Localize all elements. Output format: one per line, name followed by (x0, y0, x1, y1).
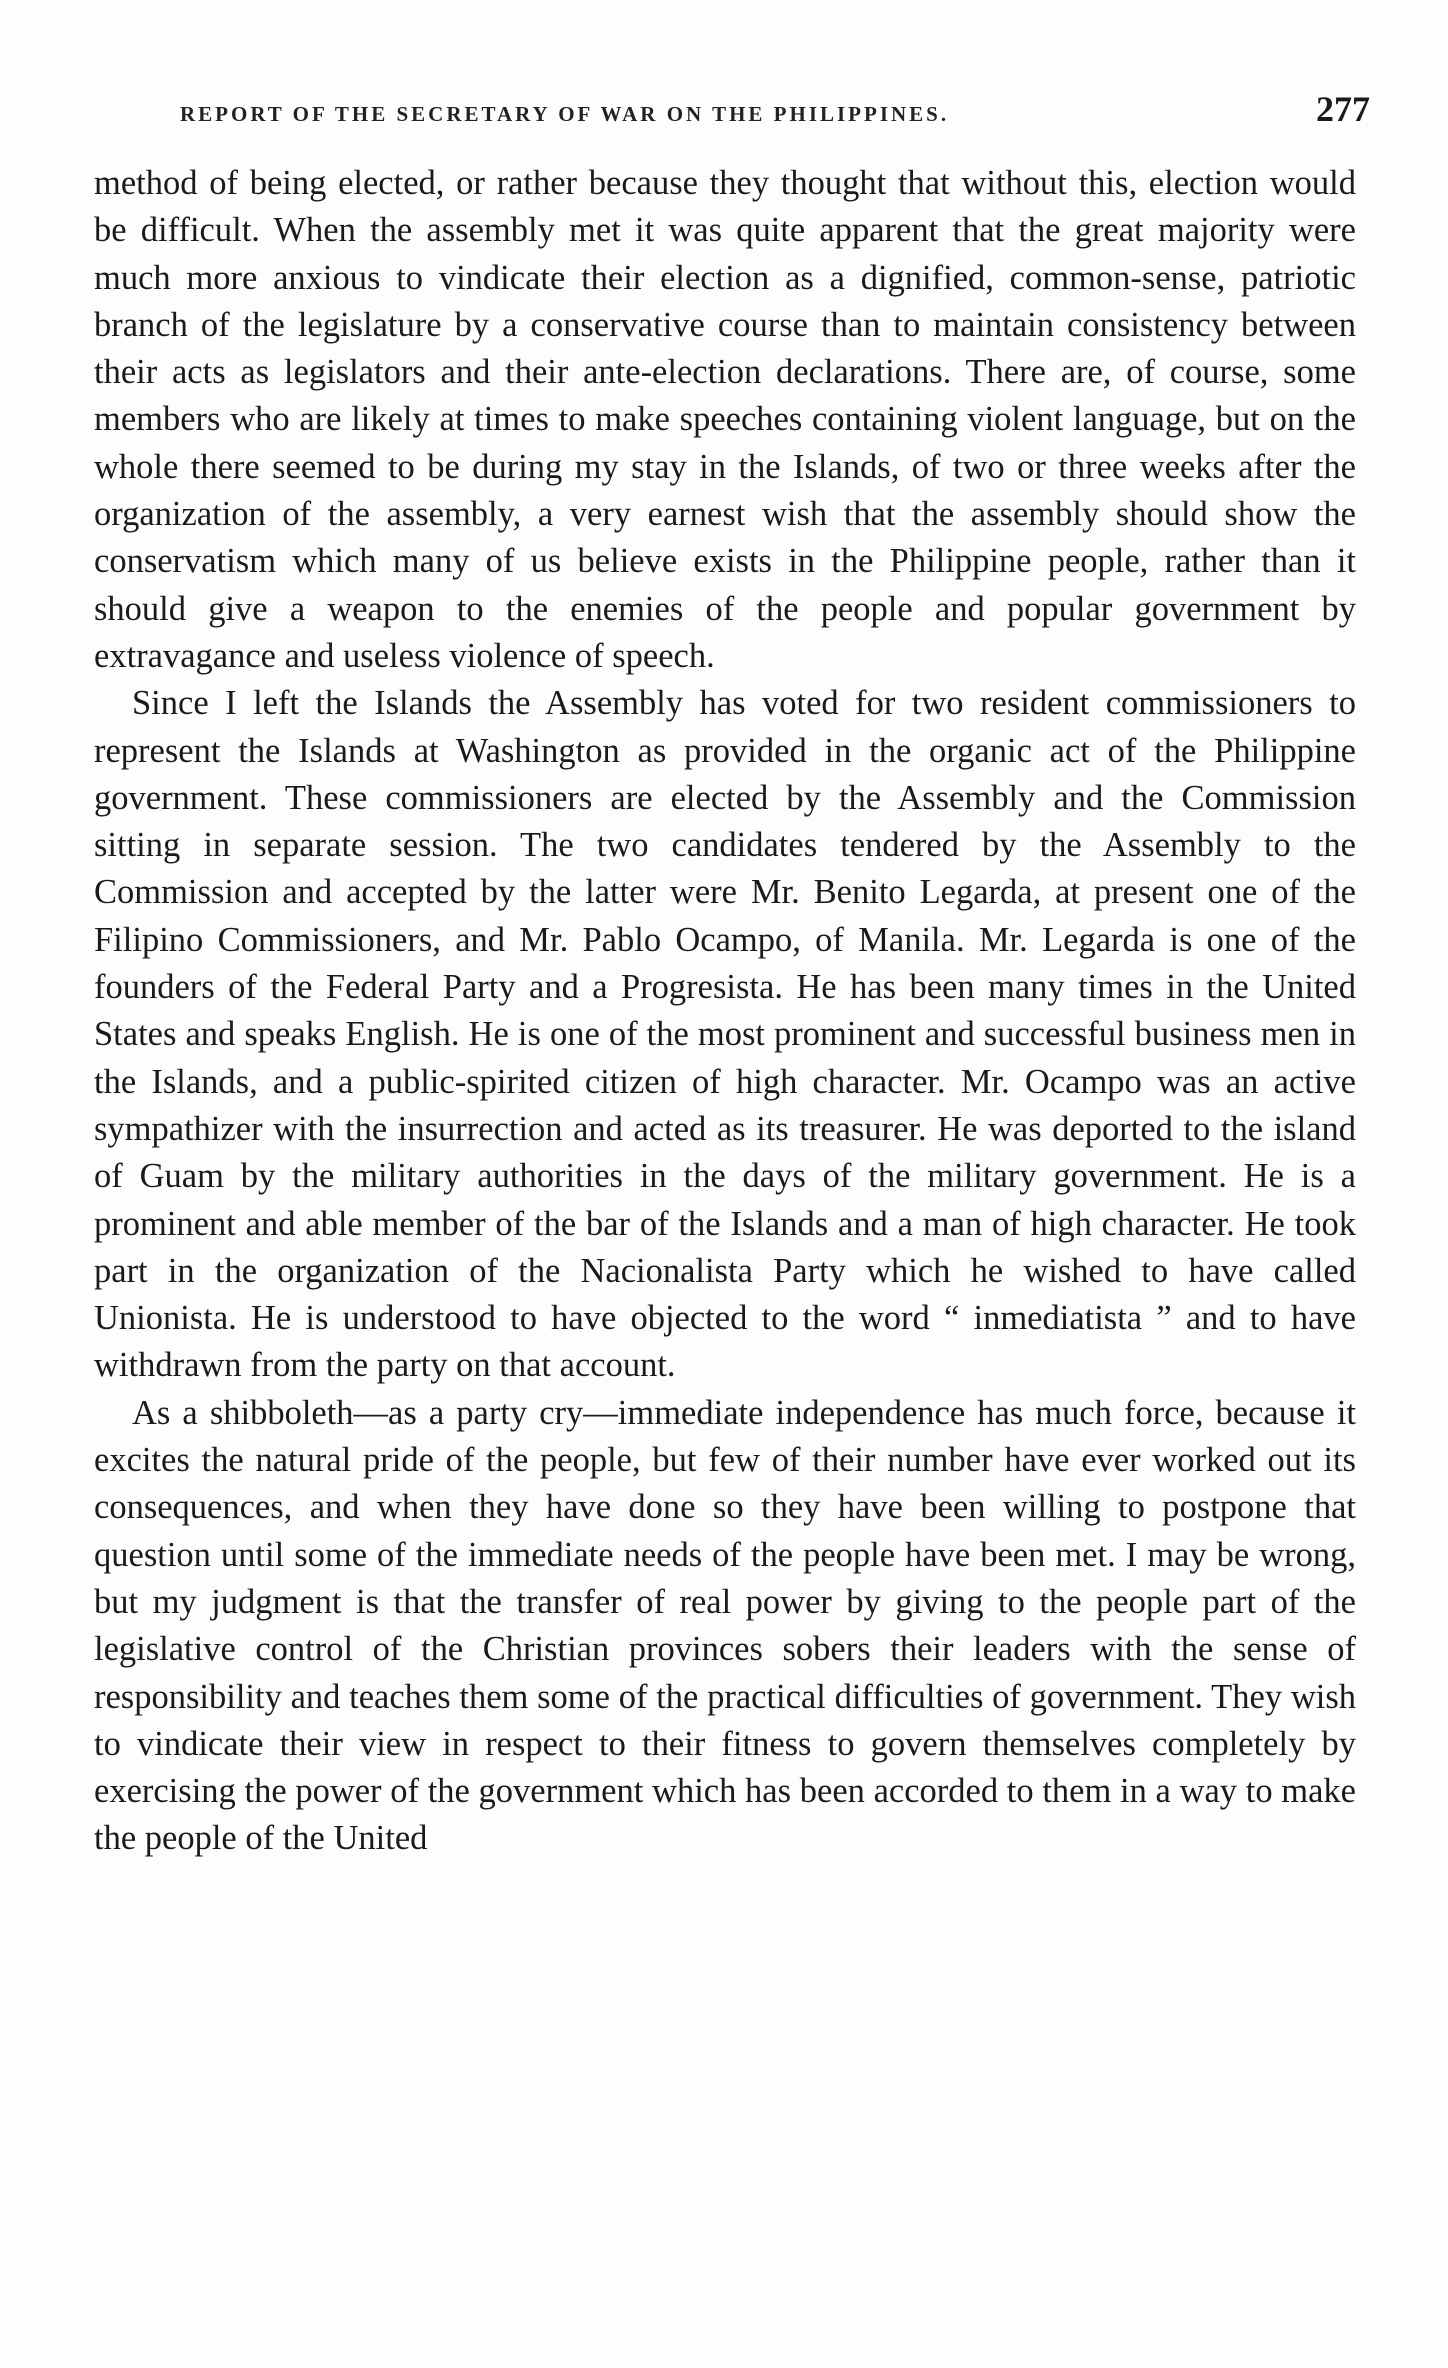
paragraph: method of being elected, or rather because they thought that without this, election would be difficult. When the assembly met it was quite apparent that the great majority were much more anxious to vindicate their election as a dignified, common-sense, patriotic branch of the legislature by a conservative course than to maintain consistency between their acts as legislators and their ante-election declarations. There are, of course, some members who are likely at times to make speeches containing violent language, but on the whole there seemed to be during my stay in the Islands, of two or three weeks after the organization of the assembly, a very earnest wish that the assembly should show the conservatism which many of us believe exists in the Philippine people, rather than it should give a weapon to the enemies of the people and popular government by extravagance and useless violence of speech. (94, 164, 1356, 675)
page-number: 277 (1316, 89, 1370, 129)
paragraph: Since I left the Islands the Assembly has voted for two resident commissioners to represent the Islands at Washington as provided in the organic act of the Philippine government. These commissioners are elected by the Assembly and the Commission sitting in separate session. The two candidates tendered by the Assembly to the Commission and accepted by the latter were Mr. Benito Legarda, at present one of the Filipino Commissioners, and Mr. Pablo Ocampo, of Manila. Mr. Legarda is one of the founders of the Federal Party and a Progresista. He has been many times in the United States and speaks English. He is one of the most prominent and successful business men in the Islands, and a public-spirited citizen of high character. Mr. Ocampo was an active sympathizer with the insurrection and acted as its treasurer. He was deported to the island of Guam by the military authorities in the days of the military government. He is a prominent and able member of the bar of the Islands and a man of high character. He took part in the organization of the Nacionalista Party which he wished to have called Unionista. He is understood to have objected to the word “ inmediatista ” and to have withdrawn from the party on that account. (94, 684, 1356, 1385)
body-text (94, 160, 1356, 1863)
running-header (180, 88, 1370, 128)
running-title: REPORT OF THE SECRETARY OF WAR ON THE PHILIPPINES. (180, 102, 950, 126)
paragraph: As a shibboleth—as a party cry—immediate independence has much force, because it excites the natural pride of the people, but few of their number have ever worked out its consequences, and when they have done so they have been willing to postpone that question until some of the immediate needs of the people have been met. I may be wrong, but my judgment is that the transfer of real power by giving to the people part of the legislative control of the Christian provinces sobers their leaders with the sense of responsibility and teaches them some of the practical difficulties of government. They wish to vindicate their view in respect to their fitness to govern themselves completely by exercising the power of the government which has been accorded to them in a way to make the people of the United (94, 1393, 1356, 1858)
